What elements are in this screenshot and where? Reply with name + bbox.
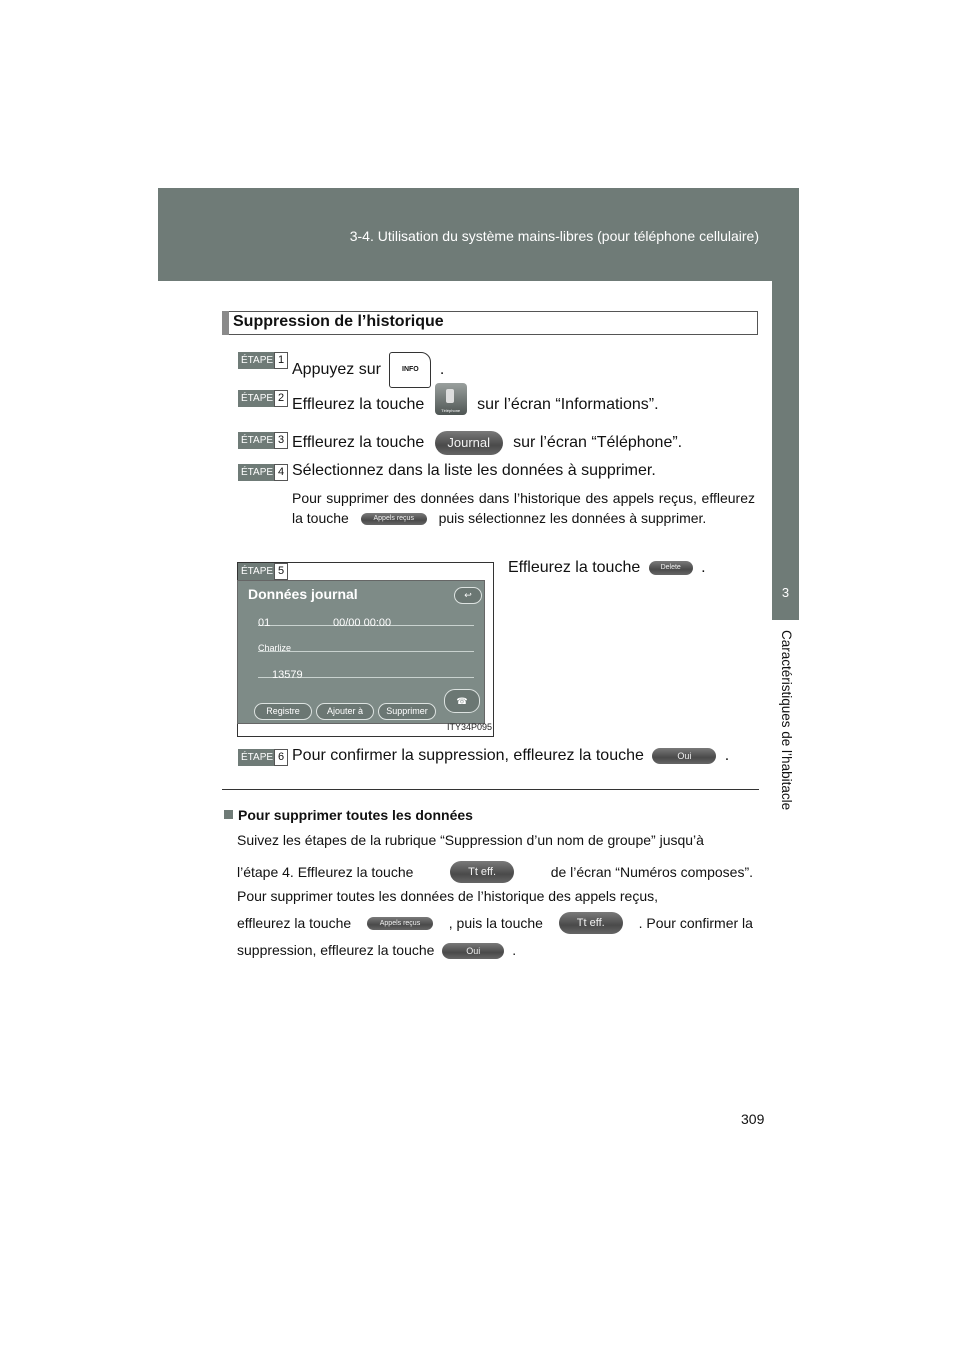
step-2-after: sur l’écran “Informations”. <box>477 396 659 414</box>
step-4-text: Sélectionnez dans la liste les données à supprimer. <box>292 462 656 479</box>
delete-all-button[interactable]: Tt eff. <box>450 861 514 883</box>
figure-code: ITY34P095 <box>447 722 493 732</box>
tip-line-5 <box>237 940 753 966</box>
screen-image <box>237 580 485 724</box>
step-3-before: Effleurez la touche <box>292 434 425 452</box>
section-marker <box>222 311 229 335</box>
side-tab-label-wrap <box>760 620 810 820</box>
phone-icon <box>446 389 454 403</box>
step-4-note-part1: Pour supprimer des données dans l’historique des appels reçus, effleurez la touche <box>292 490 755 526</box>
tip-line-4a: effleurez la touche <box>237 915 352 931</box>
step-2-text <box>292 389 659 421</box>
step-label: ÉTAPE <box>238 464 274 481</box>
bullet-square-icon <box>224 810 233 819</box>
chapter-title: 3-4. Utilisation du système mains-libres (pour téléphone cellulaire) <box>349 228 759 244</box>
step-1-text <box>292 352 444 388</box>
tip-body <box>237 830 753 966</box>
step-number: 5 <box>274 563 288 580</box>
step-label: ÉTAPE <box>238 390 274 407</box>
tip-line-4b: , puis la touche <box>448 915 543 931</box>
tip-title-row <box>224 807 473 823</box>
tip-line-5a: suppression, effleurez la touche <box>237 942 435 958</box>
step-5-text <box>508 559 706 577</box>
step-3-after: sur l’écran “Téléphone”. <box>513 434 683 452</box>
side-tab <box>772 281 799 620</box>
divider-rule <box>222 789 759 790</box>
step-label: ÉTAPE <box>238 352 274 369</box>
received-calls-button[interactable]: Appels reçus <box>361 513 427 525</box>
received-calls-button-2[interactable]: Appels reçus <box>367 917 433 930</box>
step-4-badge <box>238 464 288 481</box>
step-4-note-part2: puis sélectionnez les données à supprimer. <box>438 510 707 526</box>
step-3-badge <box>238 432 288 449</box>
tip-line-4c: . Pour confirmer la <box>638 915 753 931</box>
step-4-note <box>292 488 755 528</box>
step-label: ÉTAPE <box>238 749 274 766</box>
side-tab-label: Caractéristiques de l’habitacle <box>779 630 794 811</box>
step-label: ÉTAPE <box>238 563 274 580</box>
screen-call-button[interactable]: ☎ <box>444 689 480 713</box>
step-number: 4 <box>274 464 288 481</box>
screen-name: Charlize <box>258 643 292 653</box>
step-5-before: Effleurez la touche <box>508 559 641 576</box>
chapter-header <box>158 188 799 281</box>
step-1-badge <box>238 352 288 369</box>
step-number: 2 <box>274 390 288 407</box>
tip-line-2b: de l’écran “Numéros composes”. <box>550 864 753 880</box>
screen-button-ajouter[interactable]: Ajouter à <box>316 703 374 720</box>
yes-button[interactable]: Oui <box>652 748 716 764</box>
tip-line-1: Suivez les étapes de la rubrique “Suppression d’un nom de groupe” jusqu’à <box>237 832 704 848</box>
screen-button-registre[interactable]: Registre <box>254 703 312 720</box>
tip-line-3: Pour supprimer toutes les données de l’historique des appels reçus, <box>237 888 659 904</box>
step-6-text <box>292 747 729 765</box>
page-number: 309 <box>741 1111 765 1127</box>
step-number: 1 <box>274 352 288 369</box>
screen-button-supprimer[interactable]: Supprimer <box>378 703 436 720</box>
step-6-before: Pour confirmer la suppression, effleurez la touche <box>292 747 644 764</box>
step-1-before: Appuyez sur <box>292 361 381 379</box>
step-1-after: . <box>439 361 445 379</box>
step-number: 6 <box>274 749 288 766</box>
step-2-badge <box>238 390 288 407</box>
screen-title: Données journal <box>248 586 358 602</box>
screen-number: 13579 <box>272 669 303 681</box>
info-button-label: INFO <box>402 366 419 373</box>
step-6-after: . <box>724 747 730 764</box>
screen-row-date: 00/00 00:00 <box>333 617 392 629</box>
tip-line-4 <box>237 908 753 938</box>
step-label: ÉTAPE <box>238 432 274 449</box>
tip-title: Pour supprimer toutes les données <box>238 807 473 823</box>
tip-line-2 <box>237 858 753 886</box>
info-button[interactable] <box>389 352 431 388</box>
section-title: Suppression de l’historique <box>233 313 444 330</box>
step-5-after: . <box>701 559 706 576</box>
yes-button-2[interactable]: Oui <box>442 943 504 959</box>
step-5-badge <box>238 563 288 580</box>
screen-back-button[interactable]: ↩ <box>454 587 482 604</box>
side-tab-number: 3 <box>781 585 790 600</box>
phone-button-label: Téléphone <box>441 408 461 413</box>
tip-line-2a: l’étape 4. Effleurez la touche <box>237 864 414 880</box>
step-number: 3 <box>274 432 288 449</box>
phone-button[interactable] <box>435 383 467 415</box>
delete-all-button-2[interactable]: Tt eff. <box>559 912 623 934</box>
delete-button[interactable]: Delete <box>649 561 693 575</box>
screen-row-id: 01 <box>258 617 271 629</box>
step-2-before: Effleurez la touche <box>292 396 425 414</box>
tip-line-5b: . <box>512 942 517 958</box>
journal-button[interactable]: Journal <box>435 431 503 455</box>
step-3-text <box>292 431 682 455</box>
step-6-badge <box>238 749 288 766</box>
